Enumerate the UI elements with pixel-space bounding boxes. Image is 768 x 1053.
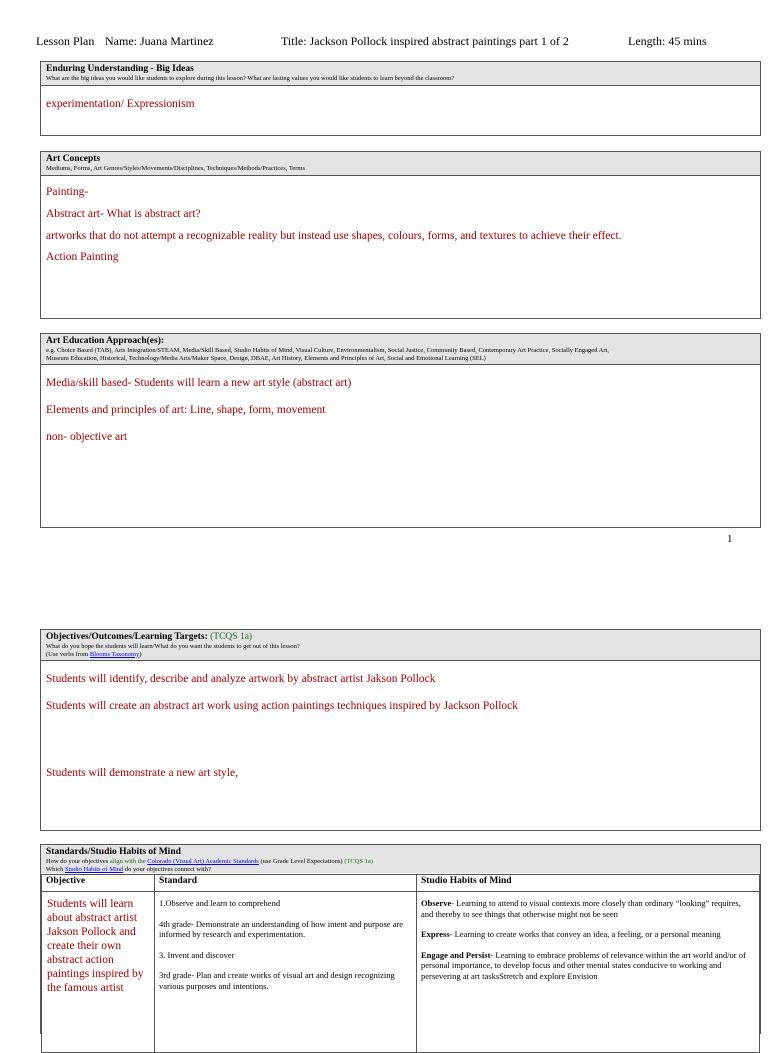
section-subtitle: Mediums, Forms, Art Genres/Styles/Movements/Disciplines, Techniques/Methods/Practices, Terms — [46, 165, 306, 172]
shom-text: - Learning to create works that convey an idea, a feeling, or a personal meaning — [449, 929, 721, 939]
lesson-plan-label: Lesson Plan — [36, 34, 95, 48]
shom-cell — [417, 892, 760, 1053]
objective-line: Students will identify, describe and analyze artwork by abstract artist Jakson Pollock — [46, 673, 436, 685]
concept-line: artworks that do not attempt a recognizable reality but instead use shapes, colours, forms, and textures to achieve their effect. — [46, 230, 622, 242]
section-subtitle: Museum Education, Historical, Technology/Media Arts/Maker Space, Design, DBAE, Art History, Elements and Principles of Art, Social and Emotional Learning (SEL) — [46, 354, 486, 362]
approach-line: Media/skill based- Students will learn a new art style (abstract art) — [46, 377, 352, 389]
section-title-text: Objectives/Outcomes/Learning Targets: — [46, 632, 208, 642]
approach-line: non- objective art — [46, 431, 128, 443]
section-title: Art Education Approach(es): — [46, 336, 165, 346]
enduring-line: experimentation/ Expressionism — [46, 98, 195, 110]
section-title: Art Concepts — [46, 154, 101, 164]
standard-item: 4th grade- Demonstrate an understanding of how intent and purpose are informed by research and experimentation. — [159, 918, 404, 939]
section-subtitle: What do you hope the students will learn/What do you want the students to get out of this lesson? — [46, 643, 300, 650]
standard-cell — [155, 892, 417, 1053]
standard-item: 3rd grade- Plan and create works of visual art and design recognizing various purposes and intentions. — [159, 970, 395, 991]
subtitle-text: align with the — [109, 858, 148, 865]
art-concepts-section — [40, 151, 761, 319]
section-header — [41, 62, 760, 86]
subtitle-text: (use Grade Level Expectations) — [258, 858, 345, 865]
tcqs-tag: (TCQS 1a) — [344, 858, 373, 865]
section-header — [41, 630, 760, 661]
concept-line: Action Painting — [46, 251, 119, 263]
section-title: Enduring Understanding - Big Ideas — [46, 64, 194, 74]
objective-cell: Students will learn about abstract artist Jakson Pollock and create their own abstract action paintings inspired by the famous artist — [42, 892, 155, 1053]
art-education-approach-section — [40, 333, 761, 528]
section-header — [41, 334, 760, 365]
objective-line: Students will create an abstract art work using action paintings techniques inspired by Jackson Pollock — [46, 700, 519, 712]
shom-item — [421, 950, 755, 982]
shom-text: - Learning to attend to visual contexts more closely than ordinary “looking” requires, and thereby to see things that otherwise might not be seen — [421, 898, 741, 919]
subtitle-text: Which — [46, 865, 65, 873]
subtitle-text: ) — [139, 650, 142, 658]
section-subtitle: What are the big ideas you would like students to explore during this lesson? What are lasting values you would like students to learn beyond the classroom? — [46, 75, 455, 82]
standard-item: 3. Invent and discover — [159, 949, 235, 960]
shom-term: Observe — [421, 898, 452, 908]
tcqs-tag: (TCQS 1a) — [210, 632, 253, 642]
standard-item: 1.Observe and learn to comprehend — [159, 898, 281, 908]
shom-text: - Learning to embrace problems of relevance within the art world and/or of personal importance, to develop focus and other mental states conducive to working and persevering at art tasksStretch and explore Envision — [421, 949, 746, 981]
section-subtitle — [46, 651, 755, 659]
teacher-name: Name: Juana Martinez — [105, 34, 214, 48]
enduring-understanding-section — [40, 61, 761, 136]
subtitle-text: (Use verbs from — [46, 650, 90, 658]
subtitle-text: do your objectives connect with? — [123, 865, 211, 873]
lesson-title: Title: Jackson Pollock inspired abstract paintings part 1 of 2 — [281, 34, 569, 48]
column-header-shom: Studio Habits of Mind — [417, 875, 760, 892]
section-title — [46, 632, 755, 643]
colorado-standards-link[interactable]: Colorado (Visual Art) Academic Standards — [147, 858, 259, 865]
section-header — [41, 152, 760, 176]
concept-line: Abstract art- What is abstract art? — [46, 208, 201, 220]
shom-term: Engage and Persist — [421, 949, 491, 960]
studio-habits-link[interactable]: Studio Habits of Mind — [64, 865, 124, 873]
blooms-taxonomy-link[interactable]: Blooms Taxonomy — [89, 650, 140, 658]
column-header-standard: Standard — [155, 875, 417, 892]
section-subtitle — [46, 858, 755, 866]
shom-term: Express — [421, 929, 450, 939]
lesson-length: Length: 45 mins — [628, 34, 707, 48]
shom-item — [421, 898, 755, 919]
column-header-objective: Objective — [42, 875, 155, 892]
standards-section — [40, 844, 761, 1034]
section-header — [41, 845, 760, 873]
approach-line: Elements and principles of art: Line, shape, form, movement — [46, 404, 326, 416]
subtitle-text: How do your objectives — [46, 858, 110, 865]
objective-line: Students will demonstrate a new art style, — [46, 767, 238, 779]
page-number: 1 — [727, 533, 733, 545]
section-title: Standards/Studio Habits of Mind — [46, 847, 181, 857]
table-row — [42, 892, 760, 1053]
shom-item — [421, 929, 755, 940]
section-subtitle — [46, 866, 755, 874]
concept-line: Painting- — [46, 186, 89, 198]
section-subtitle: e.g. Choice Based (TAB), Arts Integration/STEAM, Media/Skill Based, Studio Habits of Mind, Visual Culture, Environmentalism, Social Justice, Community Based, Contemporary Art Practice, Socially Engaged Art, — [46, 347, 609, 354]
objectives-section — [40, 629, 761, 831]
standards-table — [41, 874, 760, 1053]
